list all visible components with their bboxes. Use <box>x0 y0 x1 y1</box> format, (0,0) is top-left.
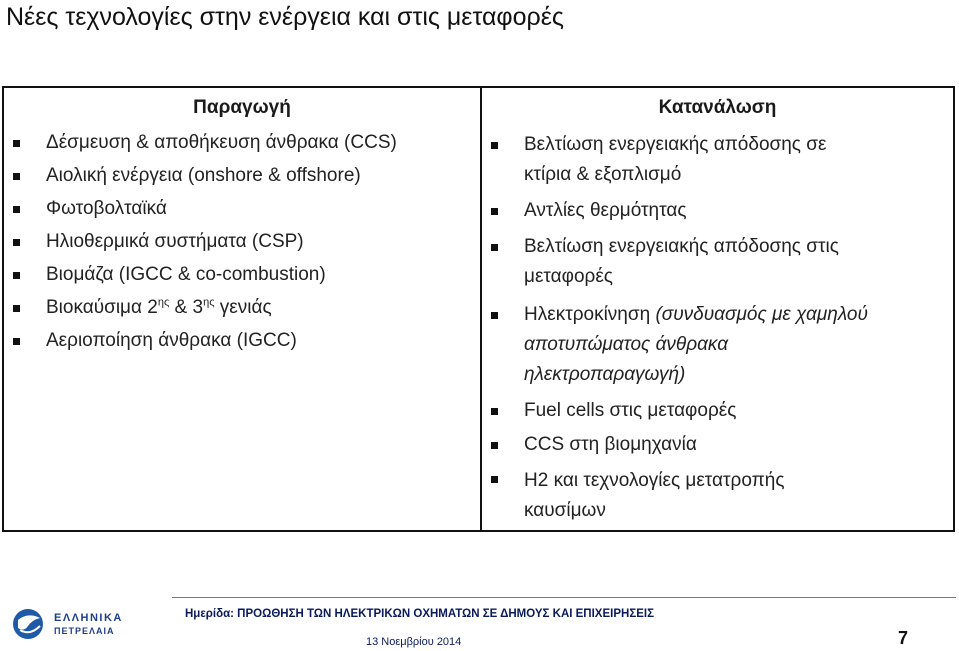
logo-emblem-icon <box>10 606 50 642</box>
list-item: Βιοκαύσιμα $2^{\eta\varsigma}$ & $3^{\eta\varsigma}$ γενιάς <box>4 295 480 321</box>
logo-text-line1: ΕΛΛΗΝΙΚΑ <box>54 612 123 624</box>
consumption-heading: Κατανάλωση <box>658 97 777 118</box>
bullet-icon <box>491 476 498 483</box>
list-item: Δέσμευση & αποθήκευση άνθρακα (CCS) <box>4 130 480 156</box>
page-number: 7 <box>898 628 909 648</box>
list-item: Ηλεκτροκίνηση (συνδυασμός με χαμηλού αποτυπώματος άνθρακα ηλεκτροπαραγωγή) <box>482 300 953 390</box>
list-item: Βιομάζα (IGCC & co-combustion) <box>4 262 480 288</box>
list-item: Ηλιοθερμικά συστήματα (CSP) <box>4 229 480 255</box>
slide-title: Νέες τεχνολογίες στην ενέργεια και στις μεταφορές <box>6 3 564 31</box>
bullet-icon <box>13 140 20 147</box>
list-item: Fuel cells στις μεταφορές <box>482 398 953 424</box>
list-item: Βελτίωση ενεργειακής απόδοσης στις μεταφορές <box>482 232 953 292</box>
bullet-icon <box>13 206 20 213</box>
bullet-icon <box>13 272 20 279</box>
bullet-icon <box>491 244 498 251</box>
consumption-column <box>482 88 953 530</box>
bullet-icon <box>491 442 498 449</box>
logo-text-line2: ΠΕΤΡΕΛΑΙΑ <box>54 626 115 636</box>
technology-table <box>2 86 955 532</box>
list-item: H2 και τεχνολογίες μετατροπής καυσίμων <box>482 466 953 526</box>
bullet-icon <box>491 208 498 215</box>
list-item: Αιολική ενέργεια (onshore & offshore) <box>4 163 480 189</box>
event-title: Ημερίδα: ΠΡΟΩΘΗΣΗ ΤΩΝ ΗΛΕΚΤΡΙΚΩΝ ΟΧΗΜΑΤΩΝ ΣΕ ΔΗΜΟΥΣ ΚΑΙ ΕΠΙΧΕΙΡΗΣΕΙΣ <box>185 608 654 620</box>
event-date: 13 Νοεμβρίου 2014 <box>366 636 462 648</box>
list-item: Φωτοβολταϊκά <box>4 196 480 222</box>
bullet-icon <box>491 142 498 149</box>
bullet-icon <box>13 173 20 180</box>
production-heading: Παραγωγή <box>193 97 291 118</box>
production-list <box>4 130 480 354</box>
production-column <box>4 88 482 530</box>
list-item: Βελτίωση ενεργειακής απόδοσης σε κτίρια & εξοπλισμό <box>482 130 953 190</box>
bullet-icon <box>491 408 498 415</box>
list-item: CCS στη βιομηχανία <box>482 432 953 458</box>
bullet-icon <box>491 312 498 319</box>
company-logo <box>10 606 130 642</box>
list-item: Αεριοποίηση άνθρακα (IGCC) <box>4 328 480 354</box>
bullet-icon <box>13 338 20 345</box>
consumption-list <box>482 130 953 526</box>
bullet-icon <box>13 305 20 312</box>
list-item: Αντλίες θερμότητας <box>482 198 953 224</box>
bullet-icon <box>13 239 20 246</box>
footer-divider <box>172 597 956 598</box>
